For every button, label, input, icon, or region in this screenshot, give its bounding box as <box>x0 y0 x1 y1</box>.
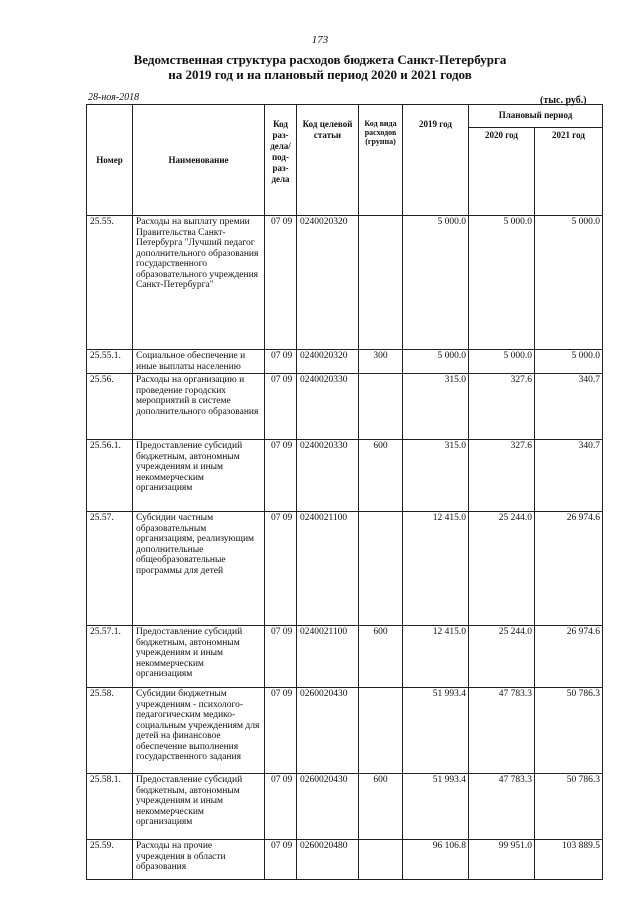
row-amount-2019: 51 993.4 <box>403 688 469 774</box>
row-name: Субсидии частным образовательным организациям, реализующим дополнительные общеобразовательные программы для детей <box>133 512 265 626</box>
row-amount-2019: 12 415.0 <box>403 512 469 626</box>
row-name: Предоставление субсидий бюджетным, автономным учреждениям и иным некоммерческим организациям <box>133 774 265 840</box>
row-target-code: 0240020320 <box>297 350 359 374</box>
row-amount-2019: 12 415.0 <box>403 626 469 688</box>
row-section-code <box>265 688 297 774</box>
row-amount-2020: 25 244.0 <box>469 512 535 626</box>
row-section-code <box>265 626 297 688</box>
row-amount-2021: 103 889.5 <box>535 840 603 880</box>
row-expense-type <box>359 512 403 626</box>
row-subsection: 09 <box>282 441 293 451</box>
row-section-code <box>265 374 297 440</box>
table-row <box>87 626 603 688</box>
row-section: 07 <box>271 841 281 851</box>
table-row <box>87 688 603 774</box>
row-name: Расходы на организацию и проведение городских мероприятий в системе дополнительного образования <box>133 374 265 440</box>
row-name: Предоставление субсидий бюджетным, автономным учреждениям и иным некоммерческим организациям <box>133 626 265 688</box>
header-expense-type-code: Код вида расходов (группа) <box>359 105 403 216</box>
row-name: Предоставление субсидий бюджетным, автономным учреждениям и иным некоммерческим организациям <box>133 440 265 512</box>
row-amount-2020: 5 000.0 <box>469 350 535 374</box>
row-number: 25.57. <box>87 512 133 626</box>
row-amount-2021: 5 000.0 <box>535 350 603 374</box>
row-number: 25.58.1. <box>87 774 133 840</box>
row-subsection: 09 <box>282 689 293 699</box>
row-target-code: 0260020430 <box>297 688 359 774</box>
document-date: 28-ноя-2018 <box>88 92 140 103</box>
row-number: 25.56. <box>87 374 133 440</box>
row-subsection: 09 <box>282 627 293 637</box>
table-row <box>87 440 603 512</box>
row-name: Расходы на выплату премии Правительства Санкт-Петербурга "Лучший педагог дополнительного образования государственного образовательного учреждения Санкт-Петербурга" <box>133 216 265 350</box>
units-label: (тыс. руб.) <box>540 95 587 106</box>
row-section-code <box>265 440 297 512</box>
row-number: 25.56.1. <box>87 440 133 512</box>
header-year-2019: 2019 год <box>403 105 469 216</box>
header-planned-period: Плановый период <box>469 105 603 128</box>
row-number: 25.59. <box>87 840 133 880</box>
row-target-code: 0240020330 <box>297 440 359 512</box>
table-row <box>87 774 603 840</box>
title-line-1: Ведомственная структура расходов бюджета Санкт-Петербурга <box>133 52 507 67</box>
row-target-code: 0240020320 <box>297 216 359 350</box>
row-expense-type <box>359 216 403 350</box>
row-amount-2020: 25 244.0 <box>469 626 535 688</box>
row-expense-type: 600 <box>359 626 403 688</box>
row-amount-2020: 327.6 <box>469 440 535 512</box>
row-section-code <box>265 216 297 350</box>
row-amount-2021: 340.7 <box>535 440 603 512</box>
row-target-code: 0240021100 <box>297 626 359 688</box>
row-amount-2020: 5 000.0 <box>469 216 535 350</box>
row-section: 07 <box>271 217 281 227</box>
row-expense-type <box>359 840 403 880</box>
row-section-code <box>265 350 297 374</box>
row-amount-2019: 5 000.0 <box>403 350 469 374</box>
row-amount-2020: 47 783.3 <box>469 688 535 774</box>
row-name: Расходы на прочие учреждения в области образования <box>133 840 265 880</box>
row-subsection: 09 <box>282 513 293 523</box>
row-section-code <box>265 774 297 840</box>
table-row <box>87 512 603 626</box>
row-amount-2019: 96 106.8 <box>403 840 469 880</box>
document-title <box>0 52 640 82</box>
header-target-code: Код целевой статьи <box>297 105 359 216</box>
row-amount-2021: 5 000.0 <box>535 216 603 350</box>
row-amount-2021: 340.7 <box>535 374 603 440</box>
row-section-code <box>265 512 297 626</box>
row-section: 07 <box>271 689 281 699</box>
row-expense-type: 600 <box>359 440 403 512</box>
row-name: Субсидии бюджетным учреждениям - психолого-педагогическим медико-социальным учреждениям для детей на финансовое обеспечение выполнения государственного задания <box>133 688 265 774</box>
row-target-code: 0240020330 <box>297 374 359 440</box>
row-amount-2019: 51 993.4 <box>403 774 469 840</box>
header-year-2021: 2021 год <box>535 127 603 215</box>
table-row <box>87 840 603 880</box>
row-section-code <box>265 840 297 880</box>
row-amount-2020: 327.6 <box>469 374 535 440</box>
row-name: Социальное обеспечение и иные выплаты населению <box>133 350 265 374</box>
row-number: 25.58. <box>87 688 133 774</box>
header-year-2020: 2020 год <box>469 127 535 215</box>
row-subsection: 09 <box>282 775 293 785</box>
table-row <box>87 216 603 350</box>
row-section: 07 <box>271 513 281 523</box>
row-amount-2019: 315.0 <box>403 440 469 512</box>
row-amount-2019: 315.0 <box>403 374 469 440</box>
header-name: Наименование <box>133 105 265 216</box>
row-amount-2021: 26 974.6 <box>535 626 603 688</box>
row-amount-2021: 50 786.3 <box>535 774 603 840</box>
row-subsection: 09 <box>282 841 293 851</box>
row-amount-2019: 5 000.0 <box>403 216 469 350</box>
row-expense-type <box>359 688 403 774</box>
page-number: 173 <box>311 34 329 46</box>
row-section: 07 <box>271 775 281 785</box>
row-section: 07 <box>271 375 281 385</box>
table-row <box>87 374 603 440</box>
row-target-code: 0260020480 <box>297 840 359 880</box>
row-expense-type: 600 <box>359 774 403 840</box>
row-target-code: 0240021100 <box>297 512 359 626</box>
row-amount-2020: 47 783.3 <box>469 774 535 840</box>
row-number: 25.57.1. <box>87 626 133 688</box>
row-number: 25.55.1. <box>87 350 133 374</box>
header-number: Номер <box>87 105 133 216</box>
row-subsection: 09 <box>282 217 293 227</box>
row-section: 07 <box>271 441 281 451</box>
table-row <box>87 350 603 374</box>
row-expense-type <box>359 374 403 440</box>
header-section-code: Код раз-дела/под-раз-дела <box>265 105 297 216</box>
row-amount-2020: 99 951.0 <box>469 840 535 880</box>
row-target-code: 0260020430 <box>297 774 359 840</box>
row-number: 25.55. <box>87 216 133 350</box>
row-expense-type: 300 <box>359 350 403 374</box>
row-subsection: 09 <box>282 351 293 361</box>
budget-table <box>86 104 603 880</box>
row-section: 07 <box>271 351 281 361</box>
row-amount-2021: 26 974.6 <box>535 512 603 626</box>
row-subsection: 09 <box>282 375 293 385</box>
title-line-2: на 2019 год и на плановый период 2020 и 2021 годов <box>168 67 472 82</box>
row-section: 07 <box>271 627 281 637</box>
row-amount-2021: 50 786.3 <box>535 688 603 774</box>
